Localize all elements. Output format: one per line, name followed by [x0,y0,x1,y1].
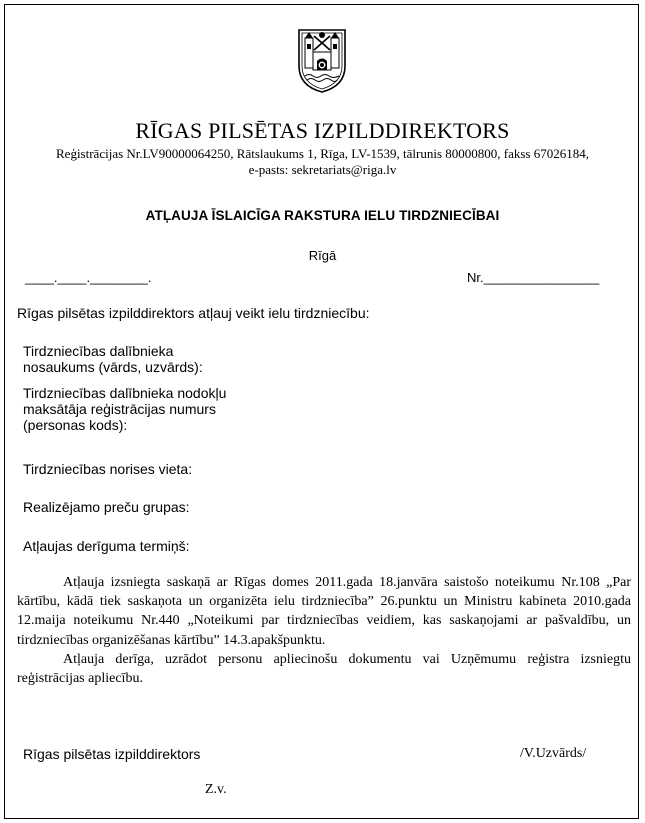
stamp-place: Z.v. [205,782,227,797]
field-label-line: Tirdzniecības dalībnieka [23,343,174,359]
field-label-line: Tirdzniecības dalībnieka nodokļu [23,385,227,401]
organization-title: RĪGAS PILSĒTAS IZPILDDIREKTORS [135,118,510,143]
signer-name: /V.Uzvārds/ [520,746,587,761]
field-label-line: nosaukums (vārds, uzvārds): [23,359,203,375]
contact-info [0,146,645,177]
number-blank: Nr.________________ [467,270,600,285]
contact-line-email: e-pasts: sekretariats@riga.lv [248,161,397,177]
legal-basis-text [17,573,631,688]
field-label-line: Atļaujas derīguma termiņš: [23,538,190,554]
field-participant-name [23,343,203,375]
issue-place: Rīgā [308,248,337,263]
field-location [23,461,192,477]
date-blank: ____.____.________. [25,270,152,285]
validity-condition-paragraph: Atļauja derīga, uzrādot personu apliecinošu dokumentu vai Uzņēmumu reģistra izsniegtu reģistrācijas apliecību. [17,651,631,687]
field-label-line: maksātāja reģistrācijas numurs [23,401,216,417]
field-taxpayer-number [23,385,226,433]
field-label-line: (personas kods): [23,417,128,433]
field-validity [23,538,190,554]
legal-basis-paragraph: Atļauja izsniegta saskaņā ar Rīgas domes 2011.gada 18.janvāra saistošo noteikumu Nr.108 „Par kārtību, kādā tiek saskaņota un organizēta ielu tirdzniecība” 26.punktu un Ministru kabineta 2010.gada 12.maija noteikumu Nr.440 „Noteikumi par tirdzniecības veidiem, kas saskaņojami ar pašvaldību, un tirdzniecības organizēšanas kārtību” 14.3.apakšpunktu. [17,575,631,648]
field-label-line: Tirdzniecības norises vieta: [23,461,193,477]
intro-sentence: Rīgas pilsētas izpilddirektors atļauj veikt ielu tirdzniecību: [17,305,370,321]
contact-line-registration: Reģistrācijas Nr.LV90000064250, Rātslaukums 1, Rīga, LV-1539, tālrunis 80000800, fakss 67026184, [56,146,589,161]
riga-coat-of-arms-icon [296,24,348,94]
signer-title: Rīgas pilsētas izpilddirektors [23,746,201,762]
document-title: ATĻAUJA ĪSLAICĪGA RAKSTURA IELU TIRDZNIECĪBAI [145,208,500,223]
field-goods-groups [23,499,190,515]
field-label-line: Realizējamo preču grupas: [23,499,190,515]
